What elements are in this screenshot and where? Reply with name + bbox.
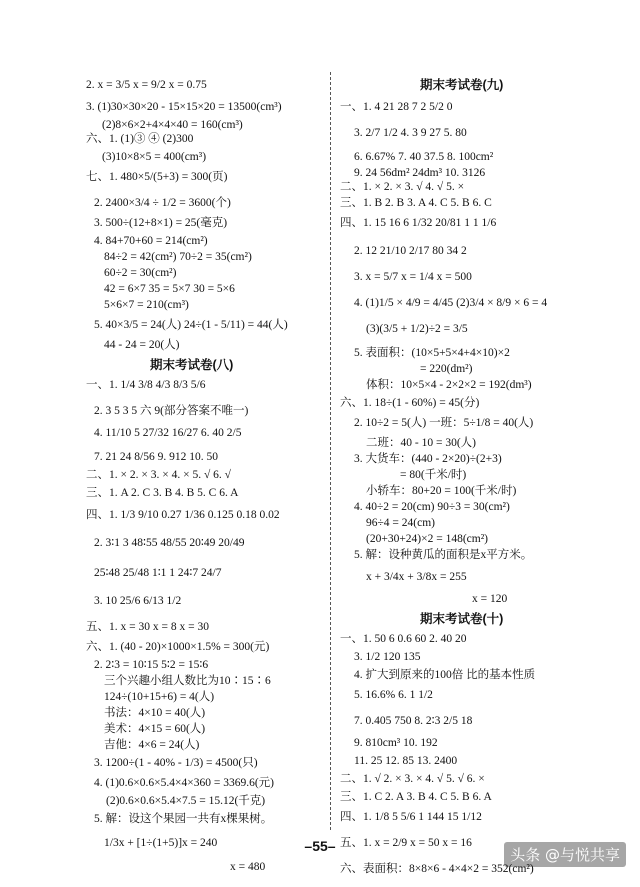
answer-line: 3. 1200÷(1 - 40% - 1/3) = 4500(只): [94, 757, 258, 769]
answer-line: 美术：4×15 = 60(人): [104, 723, 206, 735]
answer-line: 六、1. 18÷(1 - 60%) = 45(分): [340, 397, 480, 409]
answer-line: 2. x = 3/5 x = 9/2 x = 0.75: [86, 79, 207, 91]
answer-line: 2. 2∶3 = 10∶15 5∶2 = 15∶6: [94, 659, 209, 671]
answer-line: 5. 16.6% 6. 1 1/2: [354, 689, 433, 701]
answer-line: 44 - 24 = 20(人): [104, 339, 180, 351]
answer-line: 60÷2 = 30(cm²): [104, 267, 177, 279]
answer-line: 六、1. (40 - 20)×1000×1.5% = 300(元): [86, 641, 270, 653]
answer-line: 小轿车：80+20 = 100(千米/时): [366, 485, 517, 497]
answer-line: 7. 0.405 750 8. 2∶3 2/5 18: [354, 715, 473, 727]
answer-line: 4. 扩大到原来的100倍 比的基本性质: [354, 669, 536, 681]
section-heading: 期末考试卷(十): [420, 612, 504, 626]
answer-line: 四、1. 15 16 6 1/32 20/81 1 1 1/6: [340, 217, 497, 229]
answer-line: 3. 大货车：(440 - 2×20)÷(2+3): [354, 453, 502, 465]
answer-line: 4. 40÷2 = 20(cm) 90÷3 = 30(cm²): [354, 501, 510, 513]
answer-line: 五、1. x = 30 x = 8 x = 30: [86, 621, 209, 633]
answer-line: 5. 40×3/5 = 24(人) 24÷(1 - 5/11) = 44(人): [94, 319, 288, 331]
answer-line: 3. 2/7 1/2 4. 3 9 27 5. 80: [354, 127, 467, 139]
answer-line: 1/3x + [1÷(1+5)]x = 240: [104, 837, 218, 849]
answer-line: 3. x = 5/7 x = 1/4 x = 500: [354, 271, 472, 283]
answer-line: x = 120: [472, 593, 508, 605]
column-divider: [330, 72, 331, 830]
answer-line: 二、1. × 2. × 3. × 4. × 5. √ 6. √: [86, 469, 231, 481]
answer-line: 5. 解：设这个果园一共有x棵果树。: [94, 813, 273, 825]
answer-line: 体积：10×5×4 - 2×2×2 = 192(dm³): [366, 379, 532, 391]
section-heading: 期末考试卷(九): [420, 78, 504, 92]
answer-line: 书法：4×10 = 40(人): [104, 707, 206, 719]
answer-line: 四、1. 1/8 5 5/6 1 144 15 1/12: [340, 811, 482, 823]
answer-line: 4. 84+70+60 = 214(cm²): [94, 235, 208, 247]
answer-line: 42 = 6×7 35 = 5×7 30 = 5×6: [104, 283, 235, 295]
answer-line: 3. 500÷(12+8×1) = 25(毫克): [94, 217, 228, 229]
answer-line: 一、1. 4 21 28 7 2 5/2 0: [340, 101, 453, 113]
answer-line: (2)0.6×0.6×5.4×7.5 = 15.12(千克): [106, 795, 266, 807]
answer-line: 124÷(10+15+6) = 4(人): [104, 691, 215, 703]
answer-line: 96÷4 = 24(cm): [366, 517, 436, 529]
answer-line: (3)(3/5 + 1/2)÷2 = 3/5: [366, 323, 468, 335]
answer-line: 5. 表面积：(10×5+5×4+4×10)×2: [354, 347, 510, 359]
answer-line: 11. 25 12. 85 13. 2400: [354, 755, 458, 767]
answer-line: x = 480: [230, 861, 266, 873]
answer-line: 9. 810cm³ 10. 192: [354, 737, 438, 749]
answer-line: 二、1. × 2. × 3. √ 4. √ 5. ×: [340, 181, 465, 193]
answer-line: 三、1. C 2. A 3. B 4. C 5. B 6. A: [340, 791, 492, 803]
answer-line: 2. 3∶1 3 48∶55 48/55 20∶49 20/49: [94, 537, 245, 549]
answer-line: 2. 3 5 3 5 六 9(部分答案不唯一): [94, 405, 249, 417]
answer-line: 7. 21 24 8/56 9. 912 10. 50: [94, 451, 218, 463]
answer-line: 5. 解：设种黄瓜的面积是x平方米。: [354, 549, 533, 561]
answer-line: 六、表面积：8×8×6 - 4×4×2 = 352(cm²): [340, 863, 534, 875]
answer-line: 五、1. x = 2/9 x = 50 x = 16: [340, 837, 472, 849]
answer-line: 2. 10÷2 = 5(人) 一班：5÷1/8 = 40(人): [354, 417, 534, 429]
answer-line: 2. 2400×3/4 ÷ 1/2 = 3600(个): [94, 197, 231, 209]
answer-line: 四、1. 1/3 9/10 0.27 1/36 0.125 0.18 0.02: [86, 509, 280, 521]
page-number: –55–: [304, 838, 336, 854]
answer-line: = 220(dm²): [420, 363, 473, 375]
answer-line: 三个兴趣小组人数比为10∶15∶6: [104, 675, 271, 687]
answer-line: (3)10×8×5 = 400(cm³): [102, 151, 207, 163]
answer-line: 二、1. √ 2. × 3. × 4. √ 5. √ 6. ×: [340, 773, 485, 785]
answer-line: 84÷2 = 42(cm²) 70÷2 = 35(cm²): [104, 251, 252, 263]
answer-line: 一、1. 50 6 0.6 60 2. 40 20: [340, 633, 467, 645]
answer-line: 25∶48 25/48 1∶1 1 24∶7 24/7: [94, 567, 222, 579]
answer-line: 一、1. 1/4 3/8 4/3 8/3 5/6: [86, 379, 206, 391]
answer-line: 吉他：4×6 = 24(人): [104, 739, 200, 751]
answer-line: 4. (1)1/5 × 4/9 = 4/45 (2)3/4 × 8/9 × 6 = 4: [354, 297, 548, 309]
answer-line: 9. 24 56dm² 24dm³ 10. 3126: [354, 167, 486, 179]
answer-line: x + 3/4x + 3/8x = 255: [366, 571, 467, 583]
answer-line: 三、1. B 2. B 3. A 4. C 5. B 6. C: [340, 197, 492, 209]
watermark: 头条 @与悦共享: [504, 842, 626, 867]
answer-line: = 80(千米/时): [400, 469, 467, 481]
answer-line: 3. (1)30×30×20 - 15×15×20 = 13500(cm³): [86, 101, 282, 113]
answer-line: 6. 6.67% 7. 40 37.5 8. 100cm²: [354, 151, 494, 163]
answer-line: 三、1. A 2. C 3. B 4. B 5. C 6. A: [86, 487, 239, 499]
answer-line: (20+30+24)×2 = 148(cm²): [366, 533, 489, 545]
answer-line: 3. 1/2 120 135: [354, 651, 421, 663]
answer-line: (2)8×6×2+4×4×40 = 160(cm³): [102, 119, 243, 131]
answer-line: 七、1. 480×5/(5+3) = 300(页): [86, 171, 228, 183]
section-heading: 期末考试卷(八): [150, 358, 234, 372]
answer-line: 5×6×7 = 210(cm³): [104, 299, 189, 311]
answer-line: 二班：40 - 10 = 30(人): [366, 437, 476, 449]
answer-line: 4. 11/10 5 27/32 16/27 6. 40 2/5: [94, 427, 242, 439]
answer-line: 4. (1)0.6×0.6×5.4×4×360 = 3369.6(元): [94, 777, 274, 789]
answer-line: 3. 10 25/6 6/13 1/2: [94, 595, 182, 607]
answer-line: 2. 12 21/10 2/17 80 34 2: [354, 245, 467, 257]
answer-line: 六、1. (1)③ ④ (2)300: [86, 133, 194, 145]
